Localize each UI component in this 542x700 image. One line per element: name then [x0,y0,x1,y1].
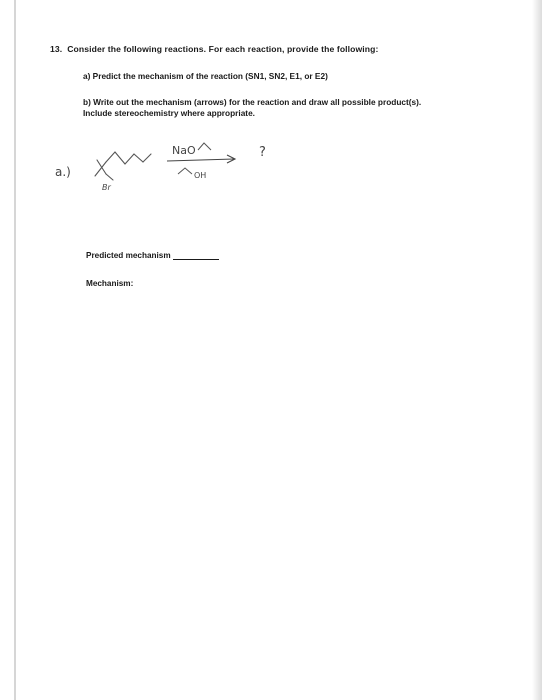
mechanism-label: Mechanism: [86,279,134,288]
part-b-line-2: Include stereochemistry where appropriate. [83,108,255,118]
substrate-bond [95,162,106,176]
reaction-scheme [45,130,285,205]
reagent-label: NaO [172,144,196,157]
substrate-structure [95,152,151,180]
substrate-bond [115,152,125,164]
solvent-label: OH [194,171,207,180]
page-right-shadow [532,0,542,700]
part-a-instruction: a) Predict the mechanism of the reaction (SN1, SN2, E1, or E2) [83,71,328,81]
substrate-bond [106,152,115,162]
page-left-edge [14,0,16,700]
predicted-mechanism-label: Predicted mechanism [86,251,171,260]
substrate-bond [143,154,151,162]
question-number: 13. [50,44,63,54]
leaving-group-label: Br [102,183,111,192]
reaction-drawing [45,130,285,205]
question-heading [50,44,378,54]
solvent-chain [178,168,192,174]
substrate-bond [134,154,143,162]
part-b-line-1: b) Write out the mechanism (arrows) for the reaction and draw all possible product(s). [83,97,422,107]
product-placeholder: ? [259,145,266,160]
predicted-mechanism-blank[interactable] [173,251,219,260]
reaction-label: a.) [55,165,71,179]
reagent-chain [198,143,211,150]
substrate-bond [106,174,113,180]
question-prompt: Consider the following reactions. For each reaction, provide the following: [67,44,379,54]
reaction-arrow [167,159,234,161]
part-b-instruction [83,97,421,119]
predicted-mechanism-field [86,251,219,260]
substrate-bond [125,154,134,164]
